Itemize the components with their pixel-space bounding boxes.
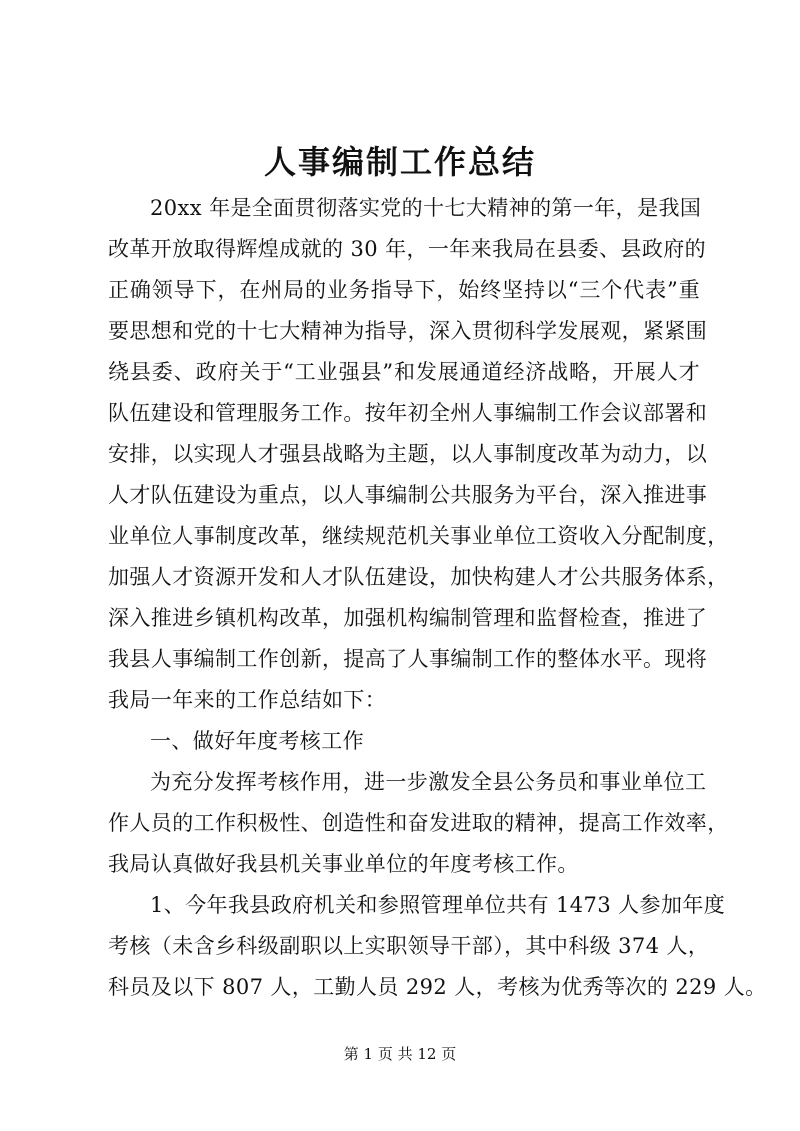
paragraph-line: 科员及以下 807 人，工勤人员 292 人，考核为优秀等次的 229 人。 xyxy=(108,975,767,999)
paragraph-line: 我局一年来的工作总结如下： xyxy=(108,688,387,712)
paragraph-line: 我县人事编制工作创新，提高了人事编制工作的整体水平。现将 xyxy=(108,647,708,671)
paragraph-line: 业单位人事制度改革，继续规范机关事业单位工资收入分配制度， xyxy=(108,524,729,548)
paragraph-line: 正确领导下，在州局的业务指导下，始终坚持以“三个代表”重 xyxy=(108,278,700,302)
paragraph-line: 1、今年我县政府机关和参照管理单位共有 1473 人参加年度 xyxy=(150,893,726,917)
page-number-label: 第 1 页 共 12 页 xyxy=(343,1045,457,1063)
paragraph-line: 考核（未含乡科级副职以上实职领导干部），其中科级 374 人， xyxy=(108,934,710,958)
paragraph-line: 队伍建设和管理服务工作。按年初全州人事编制工作会议部署和 xyxy=(108,401,708,425)
paragraph-line: 要思想和党的十七大精神为指导，深入贯彻科学发展观，紧紧围 xyxy=(108,319,708,343)
paragraph-line: 20xx 年是全面贯彻落实党的十七大精神的第一年，是我国 xyxy=(150,196,702,220)
paragraph-line: 加强人才资源开发和人才队伍建设，加快构建人才公共服务体系， xyxy=(108,565,729,589)
paragraph-line: 作人员的工作积极性、创造性和奋发进取的精神，提高工作效率， xyxy=(108,811,729,835)
paragraph-line: 为充分发挥考核作用，进一步激发全县公务员和事业单位工 xyxy=(150,770,707,794)
paragraph-line: 改革开放取得辉煌成就的 30 年，一年来我局在县委、县政府的 xyxy=(108,237,707,261)
paragraph-line: 人才队伍建设为重点，以人事编制公共服务为平台，深入推进事 xyxy=(108,483,708,507)
paragraph-line: 我局认真做好我县机关事业单位的年度考核工作。 xyxy=(108,852,579,876)
paragraph-line: 绕县委、政府关于“工业强县”和发展通道经济战略，开展人才 xyxy=(108,360,700,384)
page-footer xyxy=(0,1044,800,1064)
paragraph-line: 深入推进乡镇机构改革，加强机构编制管理和监督检查，推进了 xyxy=(108,606,708,630)
section-heading: 一、做好年度考核工作 xyxy=(150,729,364,753)
paragraph-line: 安排，以实现人才强县战略为主题，以人事制度改革为动力，以 xyxy=(108,442,708,466)
document-title: 人事编制工作总结 xyxy=(263,143,536,181)
document-body xyxy=(108,188,767,1008)
